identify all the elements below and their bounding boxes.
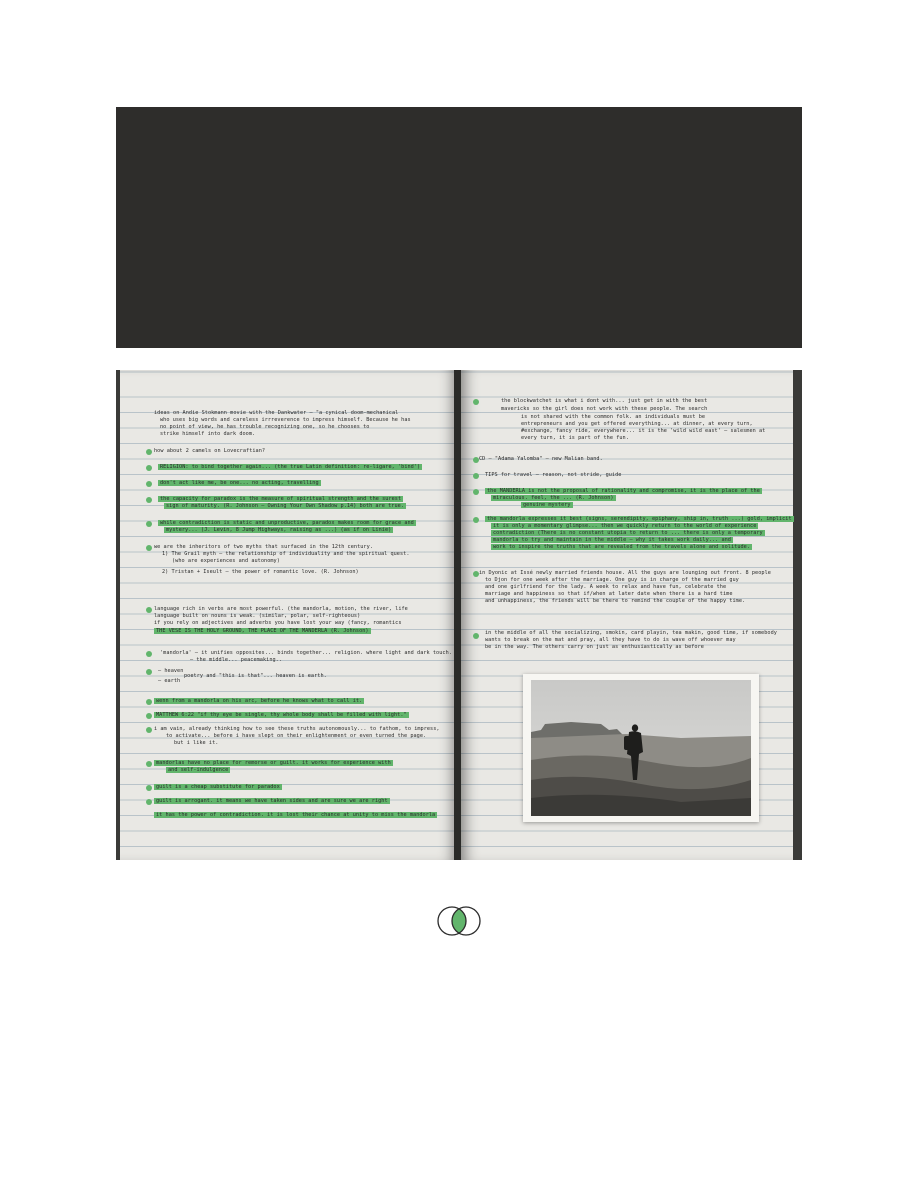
left-note-line (154, 606, 408, 613)
left-note-line (154, 628, 371, 635)
green-bullet-icon (146, 785, 152, 791)
note-text: be in the way. The others carry on just as enthusiastically as before (485, 644, 704, 650)
right-note-line (491, 544, 752, 551)
green-bullet-icon (146, 727, 152, 733)
green-bullet-icon (473, 489, 479, 495)
highlighted-note-text: THE VESE IS THE HOLY GROUND, THE PLACE OF THE MANDERLA (R. Johnson) (156, 628, 369, 634)
highlighted-note-text: the MANDERLA is not the proposal of rationality and compromise, it is the place of the (487, 488, 760, 494)
highlighted-note-text: the mandorla expresses it best (signs, serendipity, epiphany, ship in, truth ...) gold, implicit (487, 516, 792, 522)
right-note-line (479, 570, 771, 577)
green-bullet-icon (146, 545, 152, 551)
note-text: 1) The Grail myth — the relationship of individuality and the spiritual quest. (162, 551, 410, 557)
left-note-line (184, 673, 327, 680)
right-note-line (491, 523, 758, 530)
note-text: no point of view, he has trouble recognizing one, so he chooses to (160, 424, 370, 430)
right-note-line (485, 591, 733, 598)
highlighted-note-text: mandorla to try and maintain in the middle — why it takes work daily... and (493, 537, 731, 543)
note-text: how about 2 camels on Lovecraftian? (154, 448, 266, 454)
highlighted-note-text: the capacity for paradox is the measure of spiritual strength and the surest (160, 496, 402, 502)
note-text: if you rely on adjectives and adverbs you have lost your way (fancy, romantics (154, 620, 402, 626)
right-note-line (491, 530, 765, 537)
highlighted-note-text: MATTHEW 6:22 "if thy eye be single, thy whole body shall be filled with light." (156, 712, 407, 718)
note-text: 2) Tristan + Iseult — the power of romantic love. (R. Johnson) (162, 569, 359, 575)
note-text: language rich in verbs are most powerful. (the mandorla, motion, the river, life (154, 606, 408, 612)
note-text: language built on nouns is weak. (similar, polar, self-righteous) (154, 613, 361, 619)
note-text: TIPS for travel — reason, not stride, guide (485, 472, 622, 478)
note-text: every turn, it is part of the fun. (521, 435, 629, 441)
left-note-line (164, 527, 393, 534)
left-note-line (162, 569, 359, 576)
left-note-line (154, 544, 373, 551)
left-note-line (166, 733, 426, 740)
green-bullet-icon (146, 449, 152, 455)
landscape-photo (531, 680, 751, 816)
left-note-line (154, 620, 402, 627)
left-note-line (154, 784, 282, 791)
note-text: and unhappiness, the friends will be there to remind the couple of the happy time. (485, 598, 746, 604)
left-note-line (158, 520, 416, 527)
right-note-line (485, 637, 736, 644)
note-text: mavericks so the girl does not work with these people. The search (501, 406, 708, 412)
left-note-line (190, 657, 282, 664)
highlighted-note-text: don't act like me, be one... no acting, travelling (160, 480, 319, 486)
right-note-line (485, 644, 704, 651)
note-text: (who are experiences and autonomy) (172, 558, 280, 564)
right-note-line (485, 584, 726, 591)
left-note-line (154, 726, 440, 733)
note-text: the blockwatchet is what i dont with... just get in with the best (501, 398, 708, 404)
highlighted-note-text: sign of maturity. (R. Johnson — Owning Your Own Shadow p.14) both are true. (166, 503, 404, 509)
note-text: i am vain, already thinking how to see these truths autonomously... to fathom, to impress, (154, 726, 440, 732)
right-note-line (485, 488, 762, 495)
note-text: CD — "Adama Yalomba" — new Malian band. (479, 456, 603, 462)
right-note-line (521, 428, 765, 435)
note-text: strike himself into dark doom. (160, 431, 256, 437)
green-bullet-icon (473, 473, 479, 479)
highlighted-note-text: it is only a momentary glimpse... then we quickly return to the world of experience (493, 523, 757, 529)
left-note-line (166, 767, 230, 774)
right-note-line (485, 472, 621, 479)
note-text: we are the inheritors of two myths that surfaced in the 12th century. (154, 544, 373, 550)
right-note-line (491, 495, 616, 502)
left-note-line (172, 558, 280, 565)
right-note-line (521, 502, 573, 509)
left-note-line (154, 613, 360, 620)
note-text: — earth (158, 678, 181, 684)
left-note-line (154, 812, 437, 819)
green-bullet-icon (473, 571, 479, 577)
green-bullet-icon (146, 465, 152, 471)
left-note-line (154, 798, 390, 805)
note-text: to Djon for one week after the marriage. One guy is in charge of the married guy (485, 577, 739, 583)
right-note-line (491, 537, 733, 544)
left-note-line (160, 424, 369, 431)
green-bullet-icon (473, 399, 479, 405)
green-bullet-icon (146, 669, 152, 675)
note-text: 'mandorla' — it unifies opposites... binds together... religion. where light and dark touch. (160, 650, 452, 656)
green-bullet-icon (146, 521, 152, 527)
green-bullet-icon (473, 517, 479, 523)
left-note-line (158, 464, 422, 471)
left-note-line (160, 417, 411, 424)
right-note-line (521, 421, 753, 428)
green-bullet-icon (146, 713, 152, 719)
highlighted-note-text: wenn from a mandorla on his arc, before he knows what to call it. (156, 698, 363, 704)
highlighted-note-text: contradiction (There is no constant utopia to return to ... there is only a temporary (493, 530, 763, 536)
note-text: wants to break on the mat and pray, all they have to do is wave off whoever may (485, 637, 736, 643)
green-bullet-icon (146, 497, 152, 503)
green-bullet-icon (146, 799, 152, 805)
notebook-spread-image (116, 370, 802, 860)
highlighted-note-text: RELIGION: to bind together again... (the true Latin definition: re-ligare, 'bind') (160, 464, 421, 470)
note-text: and one girlfriend for the lady. A week to relax and have fun, celebrate the (485, 584, 727, 590)
highlighted-note-text: guilt is arrogant. it means we have taken sides and are sure we are right (156, 798, 388, 804)
right-note-line (485, 577, 739, 584)
green-bullet-icon (473, 457, 479, 463)
highlighted-note-text: while contradiction is static and unproductive, paradox makes room for grace and (160, 520, 414, 526)
note-text: entrepreneurs and you get offered everything... at dinner, at every turn, (521, 421, 753, 427)
note-text: who uses big words and careless irrreverence to impress himself. Because he has (160, 417, 411, 423)
left-note-line (154, 448, 265, 455)
left-notebook-page (120, 370, 457, 860)
highlighted-note-text: work to inspire the truths that are revealed from the travels alone and solitude. (493, 544, 751, 550)
right-note-line (485, 516, 794, 523)
right-note-line (521, 414, 705, 421)
right-notebook-page (461, 370, 793, 860)
note-text: marriage and happiness so that if/when at later date when there is a hard time (485, 591, 733, 597)
highlighted-note-text: guilt is a cheap substitute for paradox (156, 784, 280, 790)
highlighted-note-text: and self-indulgence (168, 767, 229, 773)
green-bullet-icon (146, 699, 152, 705)
right-note-line (501, 398, 707, 405)
left-note-line (160, 650, 452, 657)
note-text: but i like it. (174, 740, 219, 746)
note-text: #exchange, fancy ride, everywhere... it is the 'wild wild east' — salesmen at (521, 428, 766, 434)
right-note-line (485, 598, 745, 605)
right-note-line (479, 456, 603, 463)
right-note-line (521, 435, 629, 442)
left-note-line (162, 551, 410, 558)
note-text: poetry and "this is that"... heaven is earth. (184, 673, 327, 679)
green-bullet-icon (146, 607, 152, 613)
note-text: to activate... before i have slept on their enlightenment or even turned the page. (166, 733, 427, 739)
left-note-line (174, 740, 218, 747)
left-note-line (154, 760, 393, 767)
right-note-line (501, 406, 707, 413)
note-text: ideas on Andie Stokmann movie with the Dankwater — "a cynical doom-mechanical (154, 410, 399, 416)
note-text: — heaven (158, 668, 184, 674)
right-note-line (485, 630, 777, 637)
left-note-line (154, 698, 364, 705)
left-note-line (158, 480, 321, 487)
highlighted-note-text: mystery... (J. Levin, 8 Jump Highways, raising as ...) (as if on Linie) (166, 527, 392, 533)
note-text: — the middle... peacemaking.. (190, 657, 283, 663)
note-text: in the middle of all the socializing, smokin, card playin, tea makin, good time, if somebody (485, 630, 777, 636)
highlighted-note-text: miraculous. feel, the ... (R. Johnson) (493, 495, 614, 501)
left-note-line (154, 410, 398, 417)
dark-banner-placeholder (116, 107, 802, 348)
note-text: in Dyonic at Issé newly married friends house. All the guys are lounging out front. 8 people (479, 570, 771, 576)
left-note-line (154, 712, 409, 719)
left-note-line (158, 678, 180, 685)
venn-logo-icon (434, 905, 484, 937)
left-note-line (158, 496, 403, 503)
highlighted-note-text: genuine mystery (523, 502, 571, 508)
green-bullet-icon (473, 633, 479, 639)
highlighted-note-text: mandorlas have no place for remorse or guilt. it works for experience with (156, 760, 391, 766)
left-note-line (164, 503, 406, 510)
note-text: is not shared with the common folk. an individuals must be (521, 414, 706, 420)
left-note-line (158, 668, 183, 675)
left-note-line (160, 431, 255, 438)
green-bullet-icon (146, 761, 152, 767)
green-bullet-icon (146, 651, 152, 657)
green-bullet-icon (146, 481, 152, 487)
photo-print (523, 674, 759, 822)
highlighted-note-text: it has the power of contradiction. it is lost their chance at unity to miss the mandorla (156, 812, 436, 818)
